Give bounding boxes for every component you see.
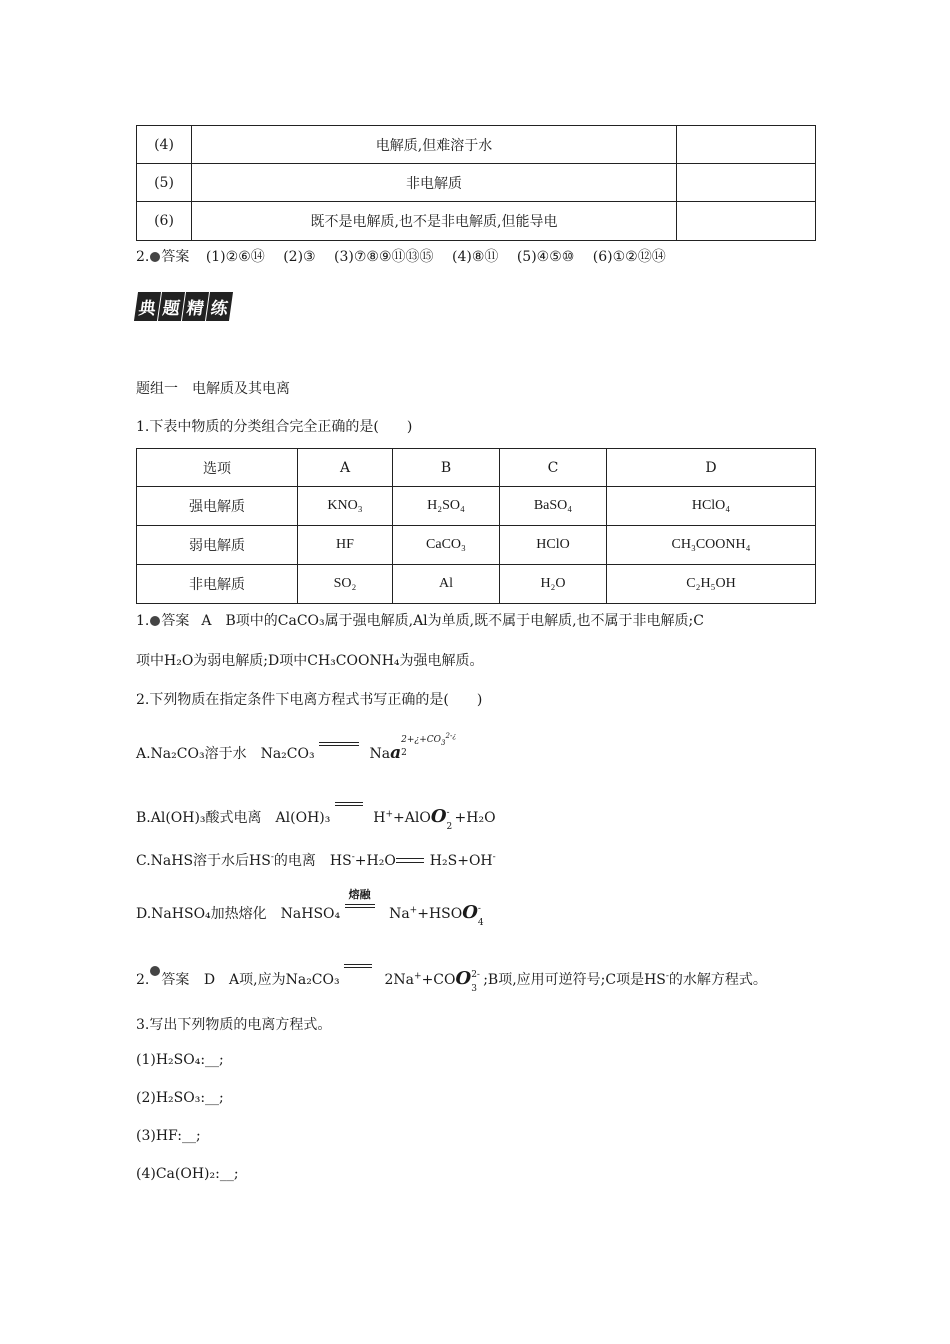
section-badge <box>136 292 232 321</box>
answer-2-q: 2. 答案 D A项,应为Na₂CO₃ 2Na++COO 2- 3 ;B项,应用可逆符号;C项是HS-的水解方程式。 <box>136 962 767 989</box>
option-text: 的电离 HS <box>273 853 352 869</box>
row-label: 强电解质 <box>137 487 298 526</box>
question-2-stem: 2.下列物质在指定条件下电离方程式书写正确的是( ) <box>136 692 483 708</box>
badge-char: 题 <box>158 292 185 321</box>
answer-part: (3)⑦⑧⑨⑪⑬⑮ <box>334 249 434 265</box>
answer-label: 答案 <box>161 972 190 988</box>
row-label: 弱电解质 <box>137 526 298 565</box>
question-3-stem: 3.写出下列物质的电离方程式。 <box>136 1017 332 1033</box>
header-cell: 选项 <box>137 449 298 487</box>
melting-condition <box>345 888 379 922</box>
answer-part: (4)⑧⑪ <box>451 249 499 265</box>
cell: Al <box>393 565 500 604</box>
row-description: 电解质,但难溶于水 <box>192 126 677 164</box>
answer-part: (1)②⑥⑭ <box>205 249 265 265</box>
cell: C₂H₅OH <box>607 565 816 604</box>
question-1-stem: 1.下表中物质的分类组合完全正确的是( ) <box>136 419 413 435</box>
option-text: +AlO <box>393 810 431 826</box>
answer-part: (5)④⑤⑩ <box>516 249 575 265</box>
table-row <box>137 526 816 565</box>
condition-text: 熔融 <box>348 888 371 901</box>
row-description: 既不是电解质,也不是非电解质,但能导电 <box>192 202 677 241</box>
header-cell: B <box>393 449 500 487</box>
row-answer-cell <box>677 164 816 202</box>
answer-icon <box>150 616 160 626</box>
answer-text: 的水解方程式。 <box>668 972 767 988</box>
answer-icon <box>150 252 160 262</box>
blank-line-2: (2)H₂SO₃:__; <box>136 1090 224 1106</box>
option-text: B.Al(OH)₃酸式电离 Al(OH)₃ <box>136 810 331 826</box>
table-row <box>137 126 816 164</box>
equals-sign-icon <box>335 800 363 812</box>
classification-table <box>136 125 816 241</box>
answer-1-line-2: 项中H₂O为弱电解质;D项中CH₃COONH₄为强电解质。 <box>136 653 484 669</box>
option-text: Na <box>369 746 391 762</box>
equals-sign-icon <box>319 740 359 752</box>
option-text: +HSO <box>417 906 463 922</box>
cell: HClO₄ <box>607 487 816 526</box>
formula-fragment <box>401 732 481 758</box>
badge-char: 练 <box>206 292 233 321</box>
option-text: A.Na₂CO₃溶于水 Na₂CO₃ <box>136 746 315 762</box>
option-text: H₂S+OH <box>429 853 493 869</box>
cell: H₂O <box>500 565 607 604</box>
subscript: 2 <box>401 748 407 758</box>
option-text: a <box>390 743 402 763</box>
header-cell: A <box>298 449 393 487</box>
cell: CH₃COONH₄ <box>607 526 816 565</box>
equals-sign-icon <box>345 902 375 914</box>
reversible-arrow-icon <box>396 857 424 865</box>
answer-number: 1. <box>136 613 150 629</box>
answer-icon <box>150 966 160 976</box>
answer-text: ;B项,应用可逆符号;C项是HS <box>483 972 666 988</box>
row-number: (4) <box>137 126 192 164</box>
blank-line-1: (1)H₂SO₄:__; <box>136 1052 224 1068</box>
cell: HClO <box>500 526 607 565</box>
blank-line-3: (3)HF:__; <box>136 1128 201 1144</box>
row-label: 非电解质 <box>137 565 298 604</box>
table-row <box>137 449 816 487</box>
option-text: D.NaHSO₄加热熔化 NaHSO₄ <box>136 906 341 922</box>
table-row <box>137 487 816 526</box>
header-cell: D <box>607 449 816 487</box>
superscript: 2-¿ <box>445 732 457 740</box>
subscript: 3 <box>441 738 446 747</box>
option-c: C.NaHS溶于水后HS-的电离 HS-+H₂O H₂S+OH- <box>136 852 496 869</box>
superscript: 2+¿+CO <box>401 735 442 745</box>
answer-part: (2)③ <box>283 249 316 265</box>
cell: SO₂ <box>298 565 393 604</box>
row-number: (6) <box>137 202 192 241</box>
row-description: 非电解质 <box>192 164 677 202</box>
blank-line-4: (4)Ca(OH)₂:__; <box>136 1166 239 1182</box>
table-row <box>137 565 816 604</box>
header-cell: C <box>500 449 607 487</box>
answer-part: (6)①②⑫⑭ <box>592 249 666 265</box>
answer-number: 2. <box>136 249 150 265</box>
table-row <box>137 164 816 202</box>
option-text: C.NaHS溶于水后HS <box>136 853 271 869</box>
answer-text: +CO <box>421 972 456 988</box>
option-text: H <box>373 810 386 826</box>
cell: BaSO₄ <box>500 487 607 526</box>
answer-label: 答案 <box>161 249 190 265</box>
answer-1-line-1 <box>136 610 704 630</box>
cell: H₂SO₄ <box>393 487 500 526</box>
answer-label: 答案 <box>161 613 190 629</box>
answer-number: 2. <box>136 972 150 988</box>
equals-sign-icon <box>344 962 372 974</box>
option-a <box>136 732 481 763</box>
option-d: D.NaHSO₄加热熔化 NaHSO₄ 熔融 Na++HSOO - 4 <box>136 888 484 928</box>
cell: KNO₃ <box>298 487 393 526</box>
option-text: Na <box>389 906 410 922</box>
answer-2 <box>136 246 666 266</box>
option-b: B.Al(OH)₃酸式电离 Al(OH)₃ H++AlOO - 2 +H₂O <box>136 800 496 827</box>
table-row <box>137 202 816 241</box>
question-1-table <box>136 448 816 604</box>
row-answer-cell <box>677 126 816 164</box>
cell: CaCO₃ <box>393 526 500 565</box>
option-text: +H₂O <box>454 810 496 826</box>
answer-text: A B项中的CaCO₃属于强电解质,Al为单质,既不属于电解质,也不属于非电解质;C <box>201 613 704 629</box>
option-text: +H₂O <box>354 853 396 869</box>
badge-char: 精 <box>182 292 209 321</box>
group-title: 题组一 电解质及其电离 <box>136 381 290 397</box>
badge-char: 典 <box>134 292 161 321</box>
answer-text: 2Na <box>384 972 415 988</box>
row-answer-cell <box>677 202 816 241</box>
cell: HF <box>298 526 393 565</box>
row-number: (5) <box>137 164 192 202</box>
answer-text: D A项,应为Na₂CO₃ <box>203 972 340 988</box>
